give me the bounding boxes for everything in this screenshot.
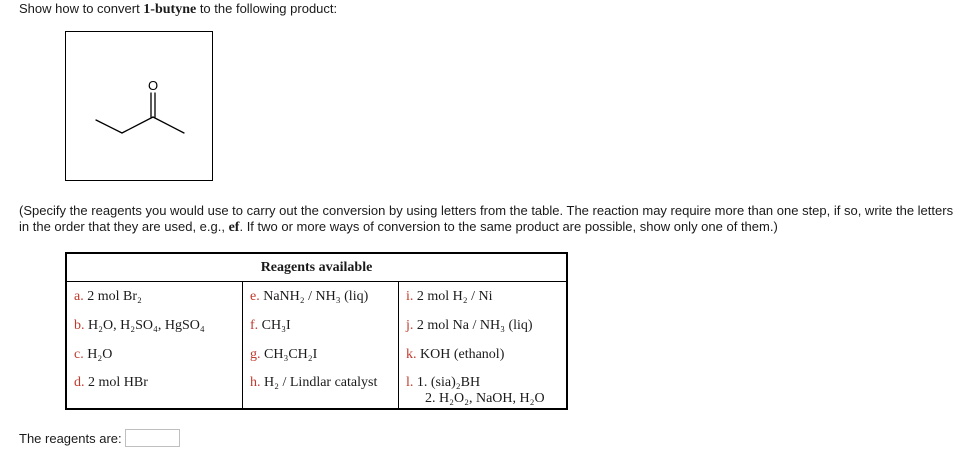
reagent-text: H₂O (83, 346, 113, 362)
reagent-text: 2 mol H₂ / Ni (413, 288, 493, 304)
question-prefix: Show how to convert (19, 1, 144, 16)
table-row (66, 311, 567, 340)
reagent-text: 2 mol Na / NH₃ (liq) (413, 317, 533, 333)
reagent-letter: a. (74, 288, 84, 304)
reagent-cell-b (66, 311, 243, 340)
reagent-letter: l. (406, 375, 414, 390)
reagent-text: 2 mol Br₂ (83, 288, 142, 304)
reagent-cell-g (243, 340, 399, 369)
table-header-row (66, 253, 567, 282)
reagent-text: NaNH₂ / NH₃ (liq) (259, 288, 369, 304)
reagents-answer-input[interactable] (125, 429, 180, 447)
question-suffix: to the following product: (196, 1, 338, 16)
reagent-letter: d. (74, 375, 85, 390)
reagent-cell-a (66, 282, 243, 312)
reagent-cell-e (243, 282, 399, 312)
reagent-text-line2: 2. H₂O₂, NaOH, H₂O (425, 391, 545, 406)
reagent-text: KOH (ethanol) (416, 346, 505, 362)
reagent-text: CH₃I (258, 317, 291, 333)
reagent-cell-c (66, 340, 243, 369)
reagent-letter: i. (406, 288, 414, 304)
reagents-table (65, 252, 568, 410)
bond-c1-c2 (96, 120, 122, 133)
reagent-cell-d (66, 369, 243, 409)
reagent-cell-l (399, 369, 568, 409)
reagent-letter: b. (74, 317, 85, 333)
reagent-letter: e. (250, 288, 260, 304)
table-row (66, 282, 567, 312)
instructions-example: ef (228, 220, 240, 235)
answer-label: The reagents are: (19, 431, 122, 446)
table-row (66, 340, 567, 369)
question-compound: 1-butyne (143, 2, 197, 17)
reagent-text: 2 mol HBr (84, 375, 148, 390)
instructions-text (19, 203, 954, 236)
reagent-text: 1. (sia)₂BH (413, 375, 481, 390)
table-row (66, 369, 567, 409)
reagent-letter: f. (250, 317, 259, 333)
reagent-text: H₂O, H₂SO₄, HgSO₄ (84, 317, 205, 333)
oxygen-atom-label: O (147, 78, 159, 93)
reagent-text: H₂ / Lindlar catalyst (260, 375, 378, 390)
product-structure-drawing (66, 32, 214, 182)
reagent-letter: c. (74, 346, 84, 362)
bond-c3-c4 (153, 117, 184, 133)
reagent-letter: j. (406, 317, 414, 333)
reagent-cell-i (399, 282, 568, 312)
reagent-cell-f (243, 311, 399, 340)
bond-c2-c3 (122, 117, 153, 133)
reagent-cell-j (399, 311, 568, 340)
product-structure-box (65, 31, 213, 181)
reagent-letter: k. (406, 346, 417, 362)
table-header: Reagents available (66, 253, 567, 282)
question-text (19, 1, 337, 18)
reagent-cell-h (243, 369, 399, 409)
reagent-text: CH₃CH₂I (260, 346, 318, 362)
reagent-letter: g. (250, 346, 261, 362)
instructions-part2: . If two or more ways of conversion to the same product are possible, show only one of them.) (239, 219, 778, 234)
reagent-letter: h. (250, 375, 261, 390)
instructions-part1: (Specify the reagents you would use to carry out the conversion by using letters from the table. The reaction may require more than one step, if so, write the letters in the order that they are used, e.g., (19, 203, 954, 234)
reagent-cell-k (399, 340, 568, 369)
